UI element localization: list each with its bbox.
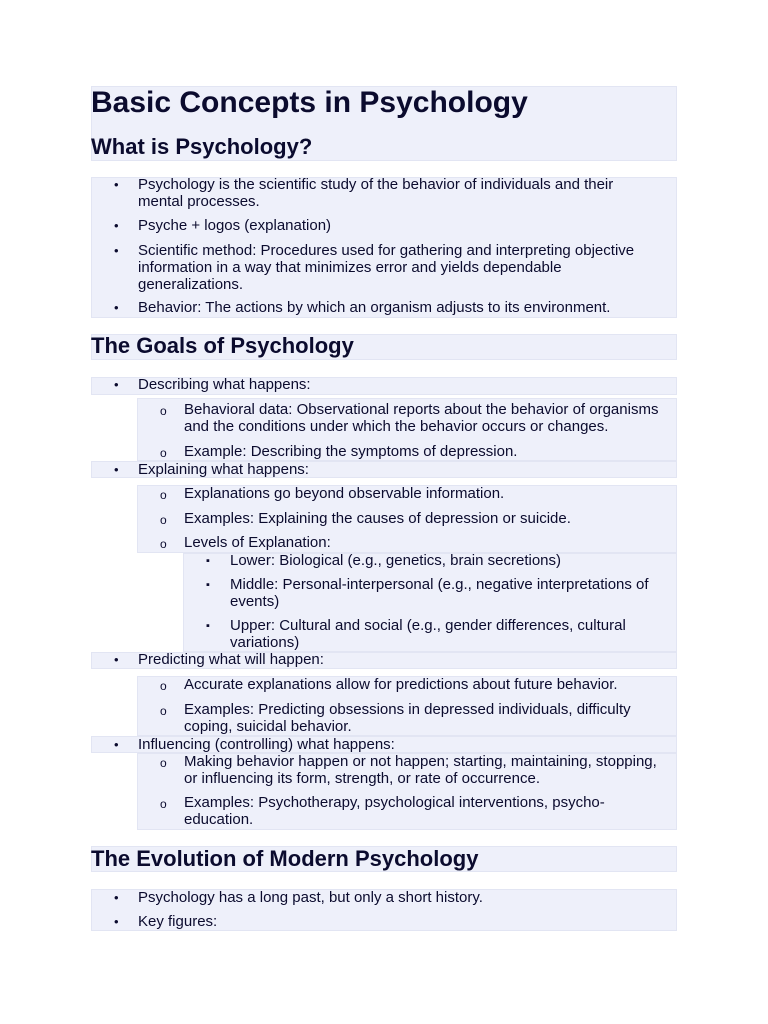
section-heading-goals: The Goals of Psychology [91, 333, 354, 358]
list-item: • Psychology is the scientific study of the behavior of individuals and their mental processes. [138, 177, 613, 211]
list-item: • Key figures: [138, 914, 217, 931]
level-item: ▪ Upper: Cultural and social (e.g., gender differences, cultural variations) [230, 618, 626, 652]
sub-list-item: o Explanations go beyond observable information. [184, 486, 504, 503]
level-item: ▪ Middle: Personal-interpersonal (e.g., negative interpretations of events) [230, 577, 649, 611]
sub-list-item: o Examples: Predicting obsessions in depressed individuals, difficulty coping, suicidal behavior. [184, 702, 631, 736]
list-item: • Scientific method: Procedures used for gathering and interpreting objective information in a way that minimizes error and yields dependable generalizations. [138, 243, 634, 293]
level-item: ▪ Lower: Biological (e.g., genetics, brain secretions) [230, 553, 561, 570]
sub-list-item: o Levels of Explanation: [184, 535, 331, 552]
list-item: • Psyche + logos (explanation) [138, 218, 331, 235]
sub-list-item: o Accurate explanations allow for predictions about future behavior. [184, 677, 618, 694]
list-item: • Psychology has a long past, but only a short history. [138, 890, 483, 907]
goal-item-influencing: • Influencing (controlling) what happens: [138, 737, 395, 754]
section-heading-what-is-psychology: What is Psychology? [91, 134, 313, 159]
sub-list-item: o Making behavior happen or not happen; starting, maintaining, stopping, or influencing its form, strength, or rate of occurrence. [184, 754, 657, 788]
sub-list-item: o Behavioral data: Observational reports about the behavior of organisms and the conditions under which the behavior occurs or changes. [184, 402, 658, 436]
section-heading-evolution: The Evolution of Modern Psychology [91, 846, 479, 871]
sub-list-item: o Examples: Psychotherapy, psychological interventions, psycho- education. [184, 795, 605, 829]
sub-list-item: o Example: Describing the symptoms of depression. [184, 444, 517, 461]
goal-item-explaining: • Explaining what happens: [138, 462, 309, 479]
goal-item-predicting: • Predicting what will happen: [138, 652, 324, 669]
sub-list-item: o Examples: Explaining the causes of depression or suicide. [184, 511, 571, 528]
list-item: • Behavior: The actions by which an organism adjusts to its environment. [138, 300, 610, 317]
goal-item-describing: • Describing what happens: [138, 377, 311, 394]
page-title: Basic Concepts in Psychology [91, 86, 528, 119]
